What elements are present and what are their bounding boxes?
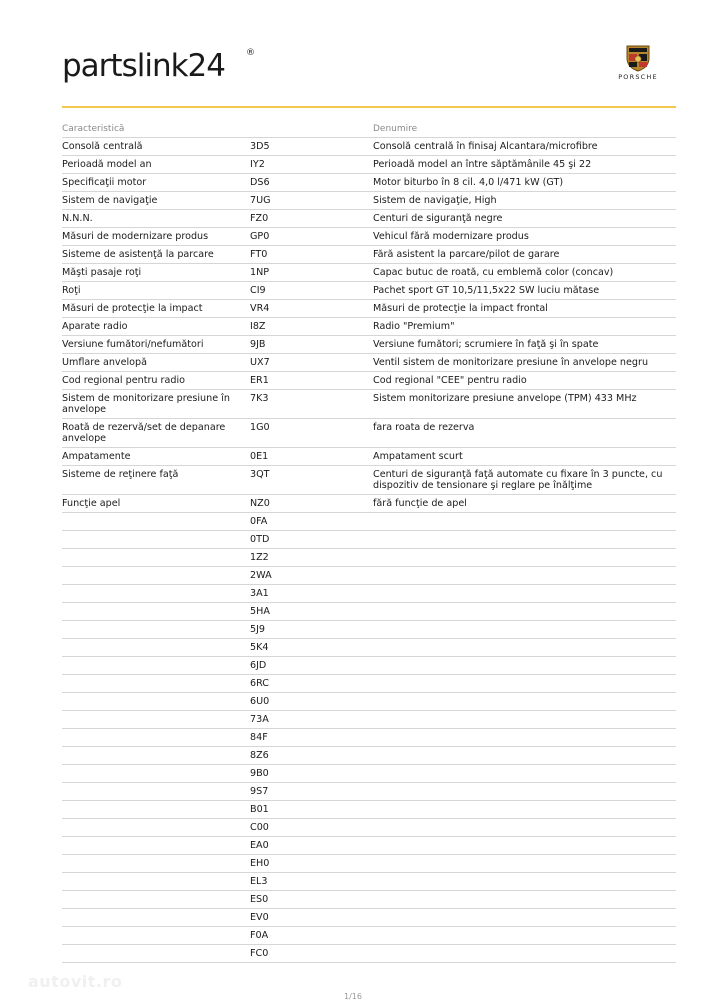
code-cell: FC0 bbox=[250, 948, 269, 959]
description-cell: Centuri de siguranţă faţă automate cu fixare în 3 puncte, cu dispozitiv de tensionare şi reglare pe înălţime bbox=[373, 469, 663, 491]
table-row bbox=[62, 419, 676, 448]
characteristic-cell: Consolă centrală bbox=[62, 141, 143, 152]
table-row bbox=[62, 495, 676, 513]
table-row bbox=[62, 765, 676, 783]
table-row bbox=[62, 138, 676, 156]
code-cell: 1G0 bbox=[250, 422, 270, 433]
table-row bbox=[62, 675, 676, 693]
description-cell: Cod regional "CEE" pentru radio bbox=[373, 375, 527, 386]
characteristic-cell: Specificaţii motor bbox=[62, 177, 147, 188]
description-cell: Centuri de siguranţă negre bbox=[373, 213, 503, 224]
table-row bbox=[62, 873, 676, 891]
code-cell: GP0 bbox=[250, 231, 270, 242]
table-row bbox=[62, 801, 676, 819]
description-cell: fără funcţie de apel bbox=[373, 498, 467, 509]
characteristic-cell: Aparate radio bbox=[62, 321, 128, 332]
table-row bbox=[62, 909, 676, 927]
code-cell: 5HA bbox=[250, 606, 270, 617]
table-row bbox=[62, 855, 676, 873]
table-row bbox=[62, 711, 676, 729]
porsche-brand bbox=[600, 44, 676, 84]
description-cell: Ampatament scurt bbox=[373, 451, 463, 462]
code-cell: 7K3 bbox=[250, 393, 269, 404]
code-cell: NZ0 bbox=[250, 498, 270, 509]
characteristic-cell: Versiune fumători/nefumători bbox=[62, 339, 204, 350]
header-divider bbox=[62, 106, 676, 108]
code-cell: EL3 bbox=[250, 876, 268, 887]
code-cell: FZ0 bbox=[250, 213, 269, 224]
characteristic-cell: Funcţie apel bbox=[62, 498, 121, 509]
code-cell: CI9 bbox=[250, 285, 266, 296]
table-row bbox=[62, 354, 676, 372]
code-cell: 2WA bbox=[250, 570, 272, 581]
table-row bbox=[62, 192, 676, 210]
code-cell: 9B0 bbox=[250, 768, 269, 779]
description-cell: Versiune fumători; scrumiere în faţă şi în spate bbox=[373, 339, 599, 350]
description-cell: Vehicul fără modernizare produs bbox=[373, 231, 529, 242]
logo-wordmark: partslink24 bbox=[62, 48, 225, 84]
code-cell: 6JD bbox=[250, 660, 267, 671]
code-cell: 0FA bbox=[250, 516, 268, 527]
table-row bbox=[62, 747, 676, 765]
characteristic-cell: Cod regional pentru radio bbox=[62, 375, 185, 386]
code-cell: 0TD bbox=[250, 534, 270, 545]
logo-registered-mark: ® bbox=[246, 48, 255, 58]
characteristic-cell: Sistem de monitorizare presiune în anvelope bbox=[62, 393, 230, 415]
code-cell: C00 bbox=[250, 822, 269, 833]
code-cell: ES0 bbox=[250, 894, 269, 905]
table-body bbox=[62, 138, 676, 963]
characteristic-cell: Umflare anvelopă bbox=[62, 357, 148, 368]
characteristic-cell: Sistem de navigaţie bbox=[62, 195, 158, 206]
table-row bbox=[62, 390, 676, 419]
characteristic-cell: Sisteme de reţinere faţă bbox=[62, 469, 179, 480]
code-cell: 9S7 bbox=[250, 786, 269, 797]
table-row bbox=[62, 372, 676, 390]
table-row bbox=[62, 567, 676, 585]
column-header-characteristic: Caracteristică bbox=[62, 124, 125, 134]
code-cell: EA0 bbox=[250, 840, 269, 851]
code-cell: VR4 bbox=[250, 303, 270, 314]
code-cell: UX7 bbox=[250, 357, 270, 368]
table-row bbox=[62, 466, 676, 495]
column-header-name: Denumire bbox=[373, 124, 418, 134]
characteristic-cell: Perioadă model an bbox=[62, 159, 152, 170]
table-row bbox=[62, 336, 676, 354]
table-header-row bbox=[62, 120, 676, 138]
description-cell: Fără asistent la parcare/pilot de garare bbox=[373, 249, 560, 260]
table-row bbox=[62, 891, 676, 909]
table-row bbox=[62, 531, 676, 549]
characteristic-cell: Roţi bbox=[62, 285, 81, 296]
code-cell: 9JB bbox=[250, 339, 266, 350]
page-header bbox=[0, 0, 721, 110]
characteristic-cell: Măşti pasaje roţi bbox=[62, 267, 142, 278]
description-cell: Perioadă model an între săptămânile 45 şi 22 bbox=[373, 159, 592, 170]
watermark: autovit.ro bbox=[28, 972, 123, 991]
table-row bbox=[62, 246, 676, 264]
characteristic-cell: N.N.N. bbox=[62, 213, 93, 224]
table-row bbox=[62, 945, 676, 963]
code-cell: 5J9 bbox=[250, 624, 266, 635]
code-cell: 7UG bbox=[250, 195, 271, 206]
code-cell: 3D5 bbox=[250, 141, 270, 152]
code-cell: F0A bbox=[250, 930, 269, 941]
code-cell: 1NP bbox=[250, 267, 270, 278]
characteristic-cell: Ampatamente bbox=[62, 451, 131, 462]
code-cell: 8Z6 bbox=[250, 750, 269, 761]
description-cell: Sistem de navigaţie, High bbox=[373, 195, 497, 206]
description-cell: fara roata de rezerva bbox=[373, 422, 475, 433]
table-row bbox=[62, 513, 676, 531]
description-cell: Capac butuc de roată, cu emblemă color (concav) bbox=[373, 267, 614, 278]
code-cell: 0E1 bbox=[250, 451, 269, 462]
table-row bbox=[62, 783, 676, 801]
code-cell: 6RC bbox=[250, 678, 269, 689]
code-cell: 5K4 bbox=[250, 642, 269, 653]
characteristic-cell: Măsuri de protecţie la impact bbox=[62, 303, 203, 314]
table-row bbox=[62, 927, 676, 945]
table-row bbox=[62, 228, 676, 246]
porsche-crest-icon bbox=[625, 44, 651, 72]
table-row bbox=[62, 837, 676, 855]
table-row bbox=[62, 693, 676, 711]
description-cell: Pachet sport GT 10,5/11,5x22 SW luciu mătase bbox=[373, 285, 600, 296]
page-number: 1/16 bbox=[344, 992, 362, 1001]
code-cell: 84F bbox=[250, 732, 268, 743]
code-cell: EH0 bbox=[250, 858, 270, 869]
table-row bbox=[62, 300, 676, 318]
code-cell: EV0 bbox=[250, 912, 269, 923]
table-row bbox=[62, 210, 676, 228]
table-row bbox=[62, 657, 676, 675]
table-row bbox=[62, 585, 676, 603]
code-cell: 3A1 bbox=[250, 588, 269, 599]
equipment-table bbox=[62, 120, 676, 963]
description-cell: Consolă centrală în finisaj Alcantara/microfibre bbox=[373, 141, 598, 152]
table-row bbox=[62, 549, 676, 567]
description-cell: Radio "Premium" bbox=[373, 321, 455, 332]
characteristic-cell: Măsuri de modernizare produs bbox=[62, 231, 209, 242]
characteristic-cell: Roată de rezervă/set de depanare anvelope bbox=[62, 422, 226, 444]
description-cell: Măsuri de protecţie la impact frontal bbox=[373, 303, 548, 314]
table-row bbox=[62, 264, 676, 282]
table-row bbox=[62, 282, 676, 300]
table-row bbox=[62, 819, 676, 837]
brand-wordmark: PORSCHE bbox=[618, 73, 658, 81]
code-cell: 3QT bbox=[250, 469, 270, 480]
table-row bbox=[62, 174, 676, 192]
description-cell: Ventil sistem de monitorizare presiune în anvelope negru bbox=[373, 357, 649, 368]
table-row bbox=[62, 639, 676, 657]
code-cell: I8Z bbox=[250, 321, 266, 332]
table-row bbox=[62, 156, 676, 174]
table-row bbox=[62, 729, 676, 747]
code-cell: 1Z2 bbox=[250, 552, 269, 563]
table-row bbox=[62, 603, 676, 621]
code-cell: 73A bbox=[250, 714, 269, 725]
code-cell: DS6 bbox=[250, 177, 270, 188]
description-cell: Motor biturbo în 8 cil. 4,0 l/471 kW (GT) bbox=[373, 177, 564, 188]
code-cell: ER1 bbox=[250, 375, 269, 386]
partslink24-logo bbox=[62, 42, 272, 92]
code-cell: IY2 bbox=[250, 159, 265, 170]
table-row bbox=[62, 318, 676, 336]
code-cell: FT0 bbox=[250, 249, 268, 260]
table-row bbox=[62, 621, 676, 639]
table-row bbox=[62, 448, 676, 466]
characteristic-cell: Sisteme de asistenţă la parcare bbox=[62, 249, 214, 260]
description-cell: Sistem monitorizare presiune anvelope (TPM) 433 MHz bbox=[373, 393, 637, 404]
code-cell: 6U0 bbox=[250, 696, 270, 707]
code-cell: B01 bbox=[250, 804, 269, 815]
